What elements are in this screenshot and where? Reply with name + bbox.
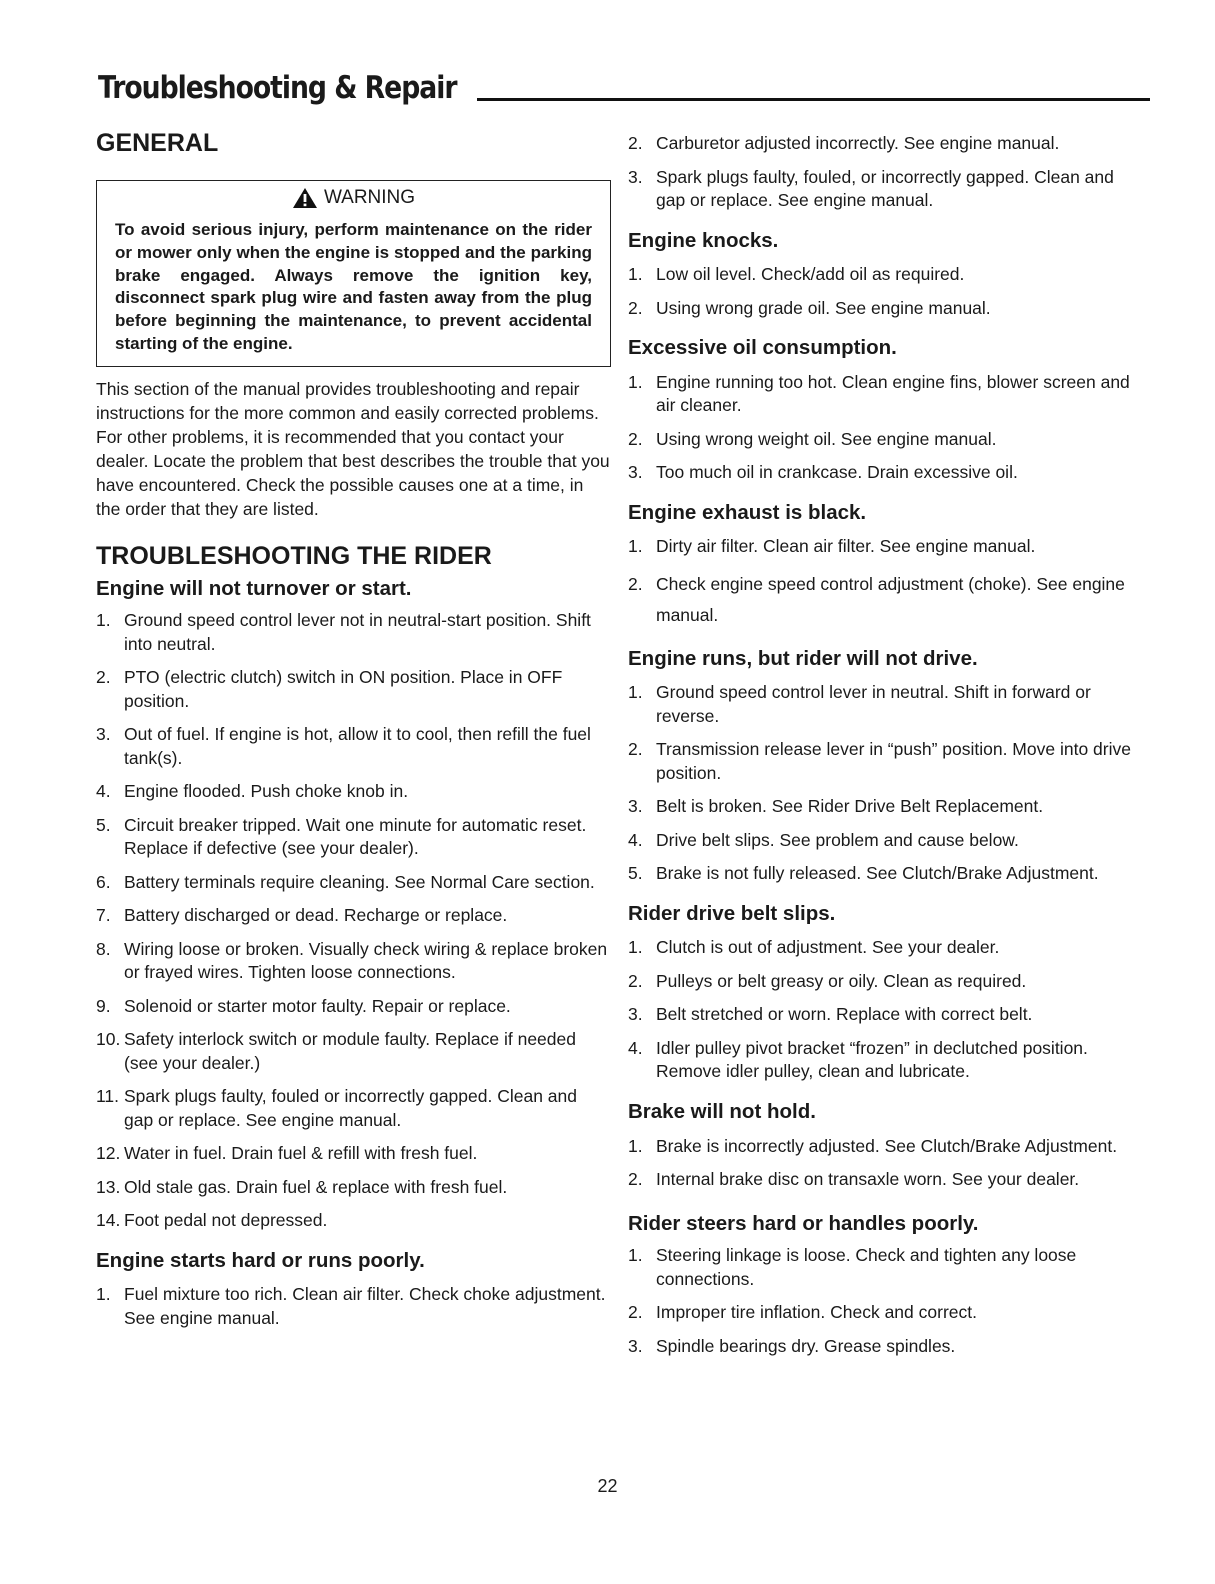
list-item: [96, 1283, 611, 1330]
list-item: [628, 1135, 1138, 1159]
cause-list-continued: [628, 132, 1138, 213]
item-number: 3.: [628, 1004, 643, 1025]
item-text: Out of fuel. If engine is hot, allow it to cool, then refill the fuel tank(s).: [124, 724, 591, 768]
item-text: Brake is not fully released. See Clutch/Brake Adjustment.: [656, 863, 1099, 884]
list-item: [628, 132, 1138, 156]
warning-header: [115, 187, 592, 209]
list-item: [628, 297, 1138, 321]
section-engine-knocks: [628, 229, 1138, 321]
item-text: Water in fuel. Drain fuel & refill with fresh fuel.: [124, 1143, 478, 1164]
list-item: [96, 871, 611, 895]
item-number: 3.: [96, 724, 111, 745]
list-item: [96, 1209, 611, 1233]
item-number: 1.: [628, 371, 643, 392]
list-item: [96, 1142, 611, 1166]
item-text: Belt is broken. See Rider Drive Belt Replacement.: [656, 796, 1044, 817]
item-number: 1.: [628, 1245, 643, 1266]
list-item: [628, 862, 1138, 886]
item-number: 2.: [628, 297, 643, 318]
section-title: Engine starts hard or runs poorly.: [96, 1248, 425, 1272]
item-number: 1.: [628, 937, 643, 958]
item-number: 5.: [628, 863, 643, 884]
item-text: Transmission release lever in “push” position. Move into drive position.: [656, 739, 1131, 783]
item-number: 2.: [628, 970, 643, 991]
list-item: [628, 1244, 1138, 1291]
item-text: Using wrong grade oil. See engine manual.: [656, 297, 991, 318]
item-number: 14.: [96, 1210, 121, 1231]
section-engine-starts-hard: [96, 1249, 611, 1331]
item-number: 3.: [628, 166, 643, 187]
list-item: [96, 1028, 611, 1075]
section-title: Engine will not turnover or start.: [96, 576, 412, 600]
list-item: [96, 995, 611, 1019]
section-brake-will-not-hold: [628, 1100, 1138, 1192]
item-text: Using wrong weight oil. See engine manual.: [656, 428, 997, 449]
section-exhaust-black: [628, 501, 1138, 631]
item-text: Brake is incorrectly adjusted. See Clutch/Brake Adjustment.: [656, 1135, 1118, 1156]
item-text: Battery terminals require cleaning. See Normal Care section.: [124, 871, 595, 892]
list-item: [96, 814, 611, 861]
item-number: 5.: [96, 814, 111, 835]
list-item: [96, 723, 611, 770]
header-rule: [477, 98, 1150, 101]
item-number: 4.: [628, 829, 643, 850]
list-item: [628, 829, 1138, 853]
right-column: [628, 128, 1138, 1358]
list-item: [628, 461, 1138, 485]
item-text: Idler pulley pivot bracket “frozen” in declutched position. Remove idler pulley, clean and lubricate.: [656, 1037, 1088, 1082]
item-text: Battery discharged or dead. Recharge or replace.: [124, 905, 508, 926]
section-title: Brake will not hold.: [628, 1099, 816, 1123]
cause-list: [628, 371, 1138, 485]
list-item: [628, 1335, 1138, 1359]
item-number: 2.: [628, 133, 643, 153]
cause-list: [96, 1283, 611, 1330]
list-item: [628, 263, 1138, 287]
left-column: [96, 128, 611, 1330]
item-number: 3.: [628, 796, 643, 817]
troubleshooting-heading: TROUBLESHOOTING THE RIDER: [96, 541, 492, 570]
list-item: [628, 1301, 1138, 1325]
item-number: 2.: [628, 1169, 643, 1190]
item-number: 3.: [628, 462, 643, 483]
item-text: Belt stretched or worn. Replace with correct belt.: [656, 1004, 1033, 1025]
warning-text: To avoid serious injury, perform maintenance on the rider or mower only when the engine is stopped and the parking brake engaged. Always remove the ignition key, disconnect spark plug wire and fasten away from the plug before beginning the maintenance, to prevent accidental starting of the engine.: [115, 220, 592, 353]
page-number: 22: [597, 1476, 618, 1496]
item-text: Fuel mixture too rich. Clean air filter. Check choke adjustment. See engine manual.: [124, 1284, 606, 1328]
cause-list: [96, 609, 611, 1233]
item-text: Too much oil in crankcase. Drain excessive oil.: [656, 462, 1018, 483]
list-item: [96, 1176, 611, 1200]
item-number: 2.: [96, 667, 111, 688]
cause-list: [628, 263, 1138, 320]
item-number: 1.: [628, 536, 643, 557]
item-text: Old stale gas. Drain fuel & replace with fresh fuel.: [124, 1176, 508, 1197]
intro-paragraph: This section of the manual provides troubleshooting and repair instructions for the more common and easily corrected problems. For other problems, it is recommended that you contact your dealer. Locate the problem that best describes the trouble that you have encountered. Check the possible causes one at a time, in the order that they are listed.: [96, 378, 610, 519]
item-number: 7.: [96, 905, 111, 926]
item-text: Drive belt slips. See problem and cause below.: [656, 829, 1019, 850]
item-text: Steering linkage is loose. Check and tighten any loose connections.: [656, 1245, 1077, 1289]
item-text: Solenoid or starter motor faulty. Repair or replace.: [124, 995, 511, 1016]
item-number: 1.: [628, 1135, 643, 1156]
cause-list: [628, 1135, 1138, 1192]
list-item: [628, 936, 1138, 960]
item-text: Clutch is out of adjustment. See your dealer.: [656, 937, 1000, 958]
item-text: Circuit breaker tripped. Wait one minute for automatic reset. Replace if defective (see your dealer).: [124, 814, 587, 859]
item-text: Spark plugs faulty, fouled, or incorrectly gapped. Clean and gap or replace. See engine manual.: [656, 166, 1114, 210]
item-text: Engine flooded. Push choke knob in.: [124, 781, 409, 802]
list-item: [628, 371, 1138, 418]
item-text: Ground speed control lever not in neutral-start position. Shift into neutral.: [124, 610, 591, 654]
item-number: 11.: [96, 1086, 120, 1107]
item-number: 13.: [96, 1176, 121, 1197]
section-engine-will-not-start: [96, 577, 611, 1233]
warning-label: WARNING: [323, 187, 416, 208]
list-item: [628, 1037, 1138, 1084]
item-number: 4.: [96, 781, 111, 802]
section-title: Excessive oil consumption.: [628, 336, 897, 360]
warning-triangle-icon: [292, 187, 318, 209]
item-text: Carburetor adjusted incorrectly. See engine manual.: [656, 133, 1060, 153]
cause-list: [628, 535, 1138, 631]
item-number: 2.: [628, 573, 643, 594]
list-item: [628, 795, 1138, 819]
list-item: [628, 970, 1138, 994]
section-title: Engine exhaust is black.: [628, 500, 867, 524]
item-number: 1.: [628, 264, 643, 285]
item-text: Improper tire inflation. Check and correct.: [656, 1302, 977, 1323]
item-number: 1.: [628, 682, 643, 703]
list-item: [628, 1168, 1138, 1192]
item-text: Spindle bearings dry. Grease spindles.: [656, 1335, 956, 1356]
item-number: 3.: [628, 1335, 643, 1356]
list-item: [628, 166, 1138, 213]
section-steers-hard: [628, 1212, 1138, 1359]
general-heading: GENERAL: [96, 129, 219, 157]
section-title: Rider steers hard or handles poorly.: [628, 1211, 979, 1235]
item-text: Internal brake disc on transaxle worn. See your dealer.: [656, 1169, 1080, 1190]
item-text: Dirty air filter. Clean air filter. See engine manual.: [656, 536, 1036, 557]
warning-box: [96, 180, 611, 367]
section-title: Engine runs, but rider will not drive.: [628, 646, 978, 670]
section-title: Engine knocks.: [628, 228, 779, 252]
section-rider-will-not-drive: [628, 647, 1138, 886]
item-text: PTO (electric clutch) switch in ON position. Place in OFF position.: [124, 667, 563, 711]
item-number: 6.: [96, 871, 111, 892]
page-header: [98, 64, 1150, 104]
list-item: [96, 666, 611, 713]
item-number: 1.: [96, 1284, 111, 1305]
list-item: [628, 428, 1138, 452]
list-item: [96, 609, 611, 656]
item-number: 12.: [96, 1143, 121, 1164]
section-title: Rider drive belt slips.: [628, 901, 836, 925]
item-text: Spark plugs faulty, fouled or incorrectly gapped. Clean and gap or replace. See engine manual.: [124, 1086, 578, 1130]
item-text: Pulleys or belt greasy or oily. Clean as required.: [656, 970, 1027, 991]
list-item: [628, 535, 1138, 559]
item-number: 1.: [96, 610, 111, 631]
item-text: Foot pedal not depressed.: [124, 1210, 328, 1231]
item-text: Ground speed control lever in neutral. Shift in forward or reverse.: [656, 682, 1091, 726]
item-number: 9.: [96, 995, 111, 1016]
item-number: 10.: [96, 1029, 121, 1050]
item-text: Low oil level. Check/add oil as required.: [656, 264, 965, 285]
section-excessive-oil: [628, 336, 1138, 485]
list-item: [96, 938, 611, 985]
item-text: Engine running too hot. Clean engine fins, blower screen and air cleaner.: [656, 371, 1130, 416]
list-item: [628, 681, 1138, 728]
list-item: [628, 569, 1138, 631]
item-number: 2.: [628, 739, 643, 760]
list-item: [96, 780, 611, 804]
cause-list: [628, 681, 1138, 886]
list-item: [628, 1003, 1138, 1027]
item-number: 4.: [628, 1037, 643, 1058]
page-title: Troubleshooting & Repair: [98, 70, 457, 106]
section-drive-belt-slips: [628, 902, 1138, 1084]
list-item: [96, 904, 611, 928]
item-text: Wiring loose or broken. Visually check wiring & replace broken or frayed wires. Tighten loose connections.: [124, 938, 608, 983]
item-number: 2.: [628, 428, 643, 449]
item-text: Safety interlock switch or module faulty. Replace if needed (see your dealer.): [124, 1029, 576, 1073]
list-item: [96, 1085, 611, 1132]
item-number: 2.: [628, 1302, 643, 1323]
list-item: [628, 738, 1138, 785]
item-number: 8.: [96, 938, 111, 959]
cause-list: [628, 936, 1138, 1084]
item-text: Check engine speed control adjustment (choke). See engine manual.: [656, 573, 1125, 625]
cause-list: [628, 1244, 1138, 1358]
